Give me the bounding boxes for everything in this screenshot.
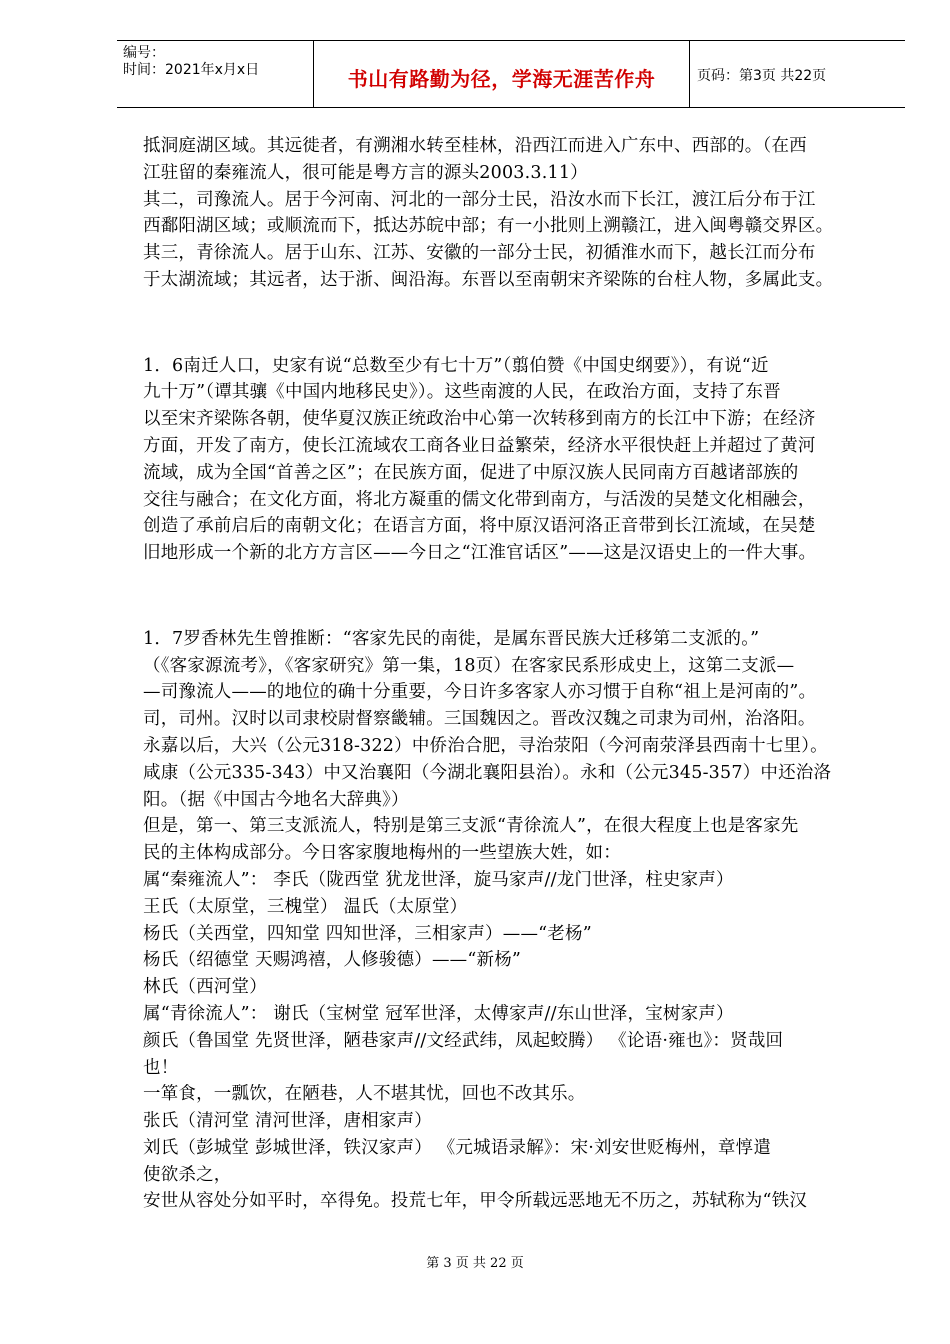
- doc-time-label: 时间：2021年x月x日: [123, 62, 260, 78]
- text-line: 其三，青徐流人。居于山东、江苏、安徽的一部分士民，初循淮水而下，越长江而分布: [143, 243, 816, 264]
- text-line: 抵洞庭湖区域。其远徙者，有溯湘水转至桂林，沿西江而进入广东中、西部的。（在西: [143, 136, 807, 156]
- text-line: 王氏（太原堂，三槐堂） 温氏（太原堂）: [143, 896, 468, 917]
- text-line: 司，司州。汉时以司隶校尉督察畿辅。三国魏因之。晋改汉魏之司隶为司州，治洛阳。: [143, 709, 816, 730]
- text-line: 永嘉以后，大兴（公元318-322）中侨治合肥，寻治荥阳（今河南荥泽县西南十七里）。: [143, 735, 828, 756]
- doc-id-label: 编号：: [123, 45, 165, 61]
- text-line: 颜氏（鲁国堂 先贤世泽，陋巷家声//文经武纬，凤起蛟腾） 《论语·雍也》：贤哉回: [143, 1030, 784, 1051]
- text-line: 林氏（西河堂）: [143, 977, 267, 998]
- text-line: 使欲杀之，: [143, 1164, 232, 1185]
- text-line: 以至宋齐梁陈各朝，使华夏汉族正统政治中心第一次转移到南方的长江中下游；在经济: [143, 409, 816, 430]
- paragraph-gap: [143, 583, 885, 610]
- text-line: 安世从容处分如平时，卒得免。投荒七年，甲令所载远恶地无不历之，苏轼称为“铁汉: [143, 1191, 808, 1212]
- text-line: 于太湖流域；其远者，达于浙、闽沿海。东晋以至南朝宋齐梁陈的台柱人物，多属此支。: [143, 269, 834, 290]
- text-line: 杨氏（关西堂，四知堂 四知世泽，三相家声）——“老杨”: [143, 923, 592, 944]
- header-meta-cell: [117, 41, 314, 107]
- motto-text: 书山有路勤为径，学海无涯苦作舟: [347, 67, 656, 91]
- document-header: [117, 40, 905, 108]
- text-line: （《客家源流考》，《客家研究》第一集，18页）在客家民系形成史上，这第二支派—: [143, 655, 795, 676]
- text-line: 阳。（据《中国古今地名大辞典》）: [143, 789, 409, 810]
- text-line: 但是，第一、第三支派流人，特别是第三支派“青徐流人”，在很大程度上也是客家先: [143, 816, 799, 837]
- text-line: 交往与融合；在文化方面，将北方凝重的儒文化带到南方，与活泼的吴楚文化相融会，: [143, 489, 816, 510]
- text-line: 属“青徐流人”： 谢氏（宝树堂 冠军世泽，太傅家声//东山世泽，宝树家声）: [143, 1003, 734, 1024]
- body-text: [143, 133, 885, 1215]
- text-line: 咸康（公元335-343）中又治襄阳（今湖北襄阳县治）。永和（公元345-357）中还治洛: [143, 762, 832, 783]
- header-motto-cell: [314, 41, 690, 107]
- text-line: 民的主体构成部分。今日客家腹地梅州的一些望族大姓，如：: [143, 843, 621, 864]
- text-line: 1．7罗香林先生曾推断：“客家先民的南徙，是属东晋民族大迁移第二支派的。”: [143, 628, 760, 649]
- paragraph-gap: [143, 310, 885, 337]
- text-line: 创造了承前启后的南朝文化；在语言方面，将中原汉语河洛正音带到长江流域，在吴楚: [143, 516, 816, 537]
- text-line: 西鄱阳湖区域；或顺流而下，抵达苏皖中部；有一小批则上溯赣江，进入闽粤赣交界区。: [143, 216, 834, 237]
- text-line: 方面，开发了南方，使长江流域农工商各业日益繁荣，经济水平很快赶上并超过了黄河: [143, 435, 816, 456]
- text-line: 1．6南迁人口，史家有说“总数至少有七十万”（翦伯赞《中国史纲要》），有说“近: [143, 355, 769, 376]
- text-line: 九十万”（谭其骧《中国内地移民史》）。这些南渡的人民，在政治方面，支持了东晋: [143, 382, 781, 403]
- text-line: 也！: [143, 1057, 179, 1078]
- text-line: 其二，司豫流人。居于今河南、河北的一部分士民，沿汝水而下长江，渡江后分布于江: [143, 189, 816, 210]
- page-number-label: 页码：第3页 共22页: [697, 68, 827, 84]
- text-line: —司豫流人——的地位的确十分重要，今日许多客家人亦习惯于自称“祖上是河南的”。: [143, 682, 817, 703]
- text-line: 杨氏（绍德堂 天赐鸿禧，人修骏德）——“新杨”: [143, 950, 522, 971]
- text-line: 属“秦雍流人”： 李氏（陇西堂 犹龙世泽，旋马家声//龙门世泽，柱史家声）: [143, 869, 734, 890]
- page-footer: 第 3 页 共 22 页: [426, 1256, 524, 1271]
- header-page-cell: [690, 41, 905, 107]
- text-line: 流域，成为全国“首善之区”；在民族方面，促进了中原汉族人民同南方百越诸部族的: [143, 462, 799, 483]
- text-line: 江驻留的秦雍流人，很可能是粤方言的源头2003.3.11）: [143, 162, 588, 183]
- text-line: 张氏（清河堂 清河世泽，唐相家声）: [143, 1111, 432, 1132]
- text-line: 一箪食，一瓢饮，在陋巷，人不堪其忧，回也不改其乐。: [143, 1084, 586, 1105]
- text-line: 旧地形成一个新的北方方言区——今日之“江淮官话区”——这是汉语史上的一件大事。: [143, 543, 817, 564]
- text-line: 刘氏（彭城堂 彭城世泽，铁汉家声） 《元城语录解》：宋·刘安世贬梅州，章惇遣: [143, 1137, 772, 1158]
